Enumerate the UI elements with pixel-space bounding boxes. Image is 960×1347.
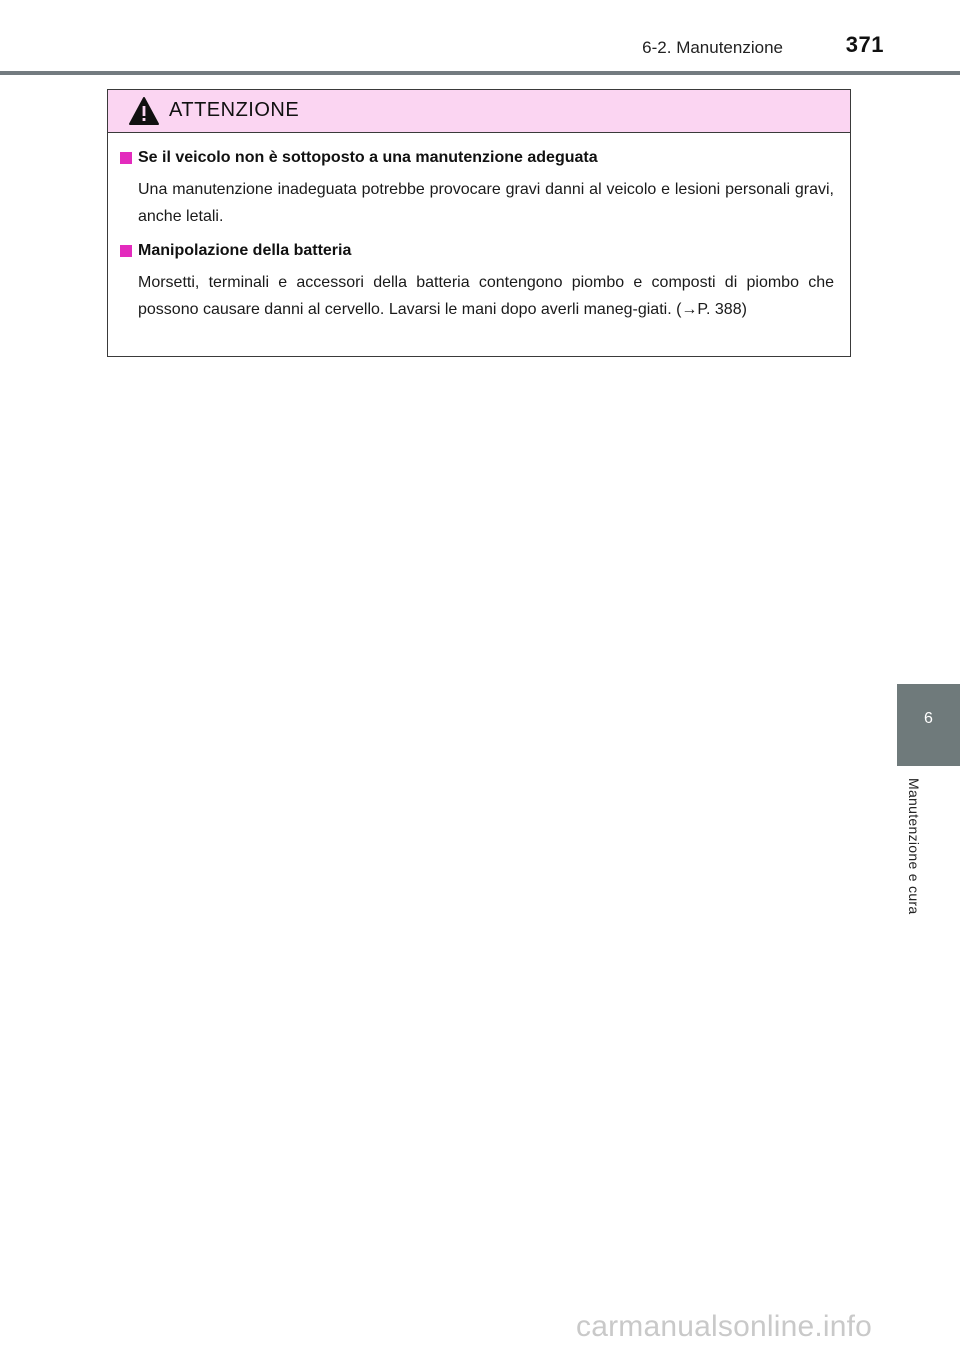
chapter-label: Manutenzione e cura [906, 778, 922, 915]
watermark: carmanualsonline.info [576, 1310, 873, 1343]
warning-title: ATTENZIONE [169, 99, 300, 121]
warning-triangle-icon [128, 96, 160, 126]
header-section-title: 6-2. Manutenzione [642, 38, 783, 57]
warning-item-heading [116, 145, 834, 171]
warning-header [108, 90, 850, 133]
header-divider [0, 71, 960, 75]
warning-item-heading [116, 238, 834, 264]
page-number: 371 [845, 32, 884, 57]
warning-item-text: Morsetti, terminali e accessori della batteria contengono piombo e composti di piombo che possono causare danni al cervello. Lavarsi le mani dopo averli maneg-giati. (→P. 388) [138, 274, 834, 318]
warning-item [116, 145, 834, 230]
square-bullet-icon [120, 152, 132, 164]
page-header [0, 0, 960, 74]
warning-item [116, 238, 834, 323]
warning-body [108, 133, 850, 323]
warning-box [107, 89, 851, 357]
warning-item-text: Una manutenzione inadeguata potrebbe provocare gravi danni al veicolo e lesioni personali gravi, anche letali. [138, 181, 834, 225]
square-bullet-icon [120, 245, 132, 257]
warning-item-heading-text: Se il veicolo non è sottoposto a una manutenzione adeguata [138, 149, 598, 166]
warning-item-heading-text: Manipolazione della batteria [138, 242, 352, 259]
chapter-number: 6 [924, 710, 933, 727]
chapter-tab[interactable] [897, 684, 960, 766]
